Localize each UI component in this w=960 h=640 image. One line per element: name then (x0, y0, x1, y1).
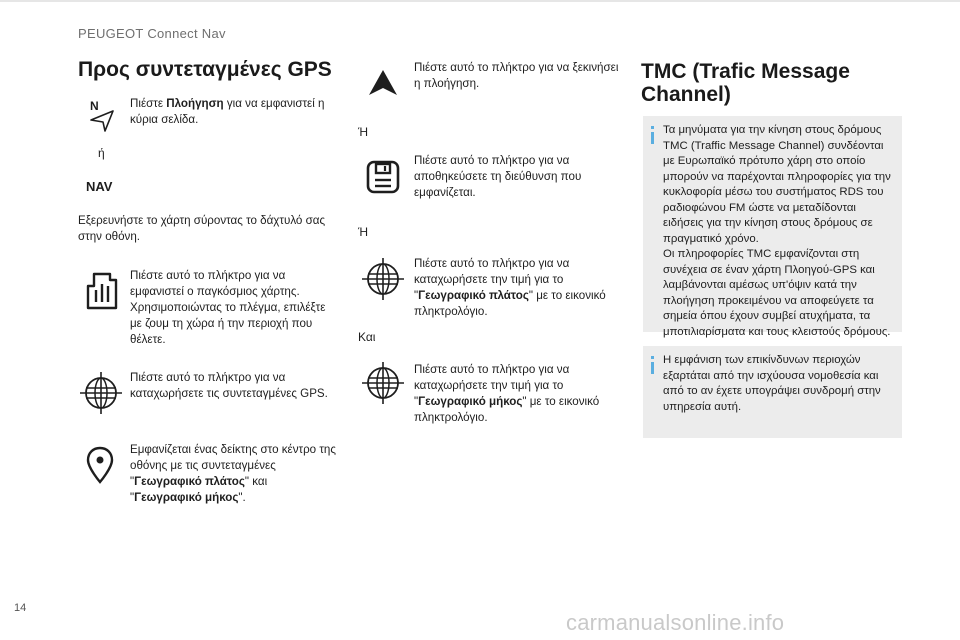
longitude-globe-icon[interactable] (362, 362, 404, 404)
longitude-entry-text: Πιέστε αυτό το πλήκτρο για να καταχωρήσετε την τιμή για το "Γεωγραφικό μήκος" με το εικονικό πληκτρολόγιο. (414, 363, 600, 424)
location-marker-icon (86, 446, 114, 484)
or-separator-2: Ή (358, 225, 369, 239)
danger-zones-info-box (643, 346, 902, 438)
tmc-section-title: TMC (Trafic Message Channel) (641, 60, 850, 106)
world-map-text-line1: Πιέστε αυτό το πλήκτρο για να εμφανιστεί ο παγκόσμιος χάρτης. (130, 269, 300, 298)
world-map-instructions (130, 268, 340, 348)
navigation-label: Πλοήγηση (166, 97, 224, 110)
gps-grid-globe-icon[interactable] (80, 372, 122, 414)
world-map-text-line2: Χρησιμοποιώντας το πλέγμα, επιλέξτε με ζουμ τη χώρα ή την περιοχή που θέλετε. (130, 301, 326, 346)
marker-displayed-text: Εμφανίζεται ένας δείκτης στο κέντρο της οθόνης με τις συντεταγμένες "Γεωγραφικό πλάτος" και "Γεωγραφικό μήκος". (130, 443, 336, 504)
tmc-info-box (643, 116, 902, 338)
longitude-label: Γεωγραφικό μήκος (134, 491, 239, 504)
page-number: 14 (14, 602, 27, 614)
world-map-icon[interactable] (84, 270, 120, 312)
danger-zones-text: Η εμφάνιση των επικίνδυνων περιοχών εξαρτάται από την ισχύουσα νομοθεσία και από το αν έχετε υπογράψει συνδρομή στην υπηρεσία αυτή. (663, 354, 881, 413)
and-separator: Και (358, 330, 376, 344)
gps-section-title: Προς συντεταγμένες GPS (78, 58, 332, 81)
tmc-info-text (663, 123, 892, 340)
nav-key-label[interactable]: NAV (86, 179, 113, 194)
manual-brand-header: PEUGEOT Connect Nav (78, 26, 226, 41)
navigation-compass-icon[interactable] (86, 98, 118, 134)
or-separator-1: Ή (358, 125, 369, 139)
tmc-info-paragraph-2: Οι πληροφορίες TMC εμφανίζονται στη συνέχεια σε έναν χάρτη Πλοηγού-GPS και λαμβάνονται αμέσως υπ'όψιν κατά την πλοήγηση προκειμένου να αποφεύγετε τα σημεία όπου έχουν συμβεί ατυχήματα, τα μποτιλιαρίσματα και τους κλειστούς δρόμους. (663, 248, 891, 338)
info-icon-bar (651, 132, 654, 144)
start-navigation-icon[interactable] (366, 68, 400, 98)
or-separator: ή (98, 146, 105, 160)
start-navigation-text: Πιέστε αυτό το πλήκτρο για να ξεκινήσει η πλοήγηση. (414, 61, 619, 90)
longitude-label-2: Γεωγραφικό μήκος (418, 395, 523, 408)
info-icon-bar-2 (651, 362, 654, 374)
info-icon-dot-2 (651, 356, 654, 359)
press-navigation-text: Πιέστε Πλοήγηση για να εμφανιστεί η κύρια σελίδα. (130, 97, 325, 126)
latitude-label: Γεωγραφικό πλάτος (134, 475, 245, 488)
tmc-info-paragraph-1: Τα μηνύματα για την κίνηση στους δρόμους TMC (Traffic Message Channel) συνδέονται με Ευρωπαϊκό πρότυπο χάρη στο οποίο μπορούν να παρέχονται πληροφορίες για την κυκλοφορία μέσω του συστήματος RDS του ραδιοφώνου FM ώστε να μεταδίδονται ειδήσεις για την κίνηση στους δρόμους σε πραγματικό χρόνο. (663, 124, 891, 245)
info-icon-dot (651, 126, 654, 129)
svg-text:N: N (90, 99, 99, 113)
latitude-entry-text: Πιέστε αυτό το πλήκτρο για να καταχωρήσετε την τιμή για το "Γεωγραφικό πλάτος" με το εικονικό πληκτρολόγιο. (414, 257, 606, 318)
save-address-icon[interactable] (366, 160, 400, 194)
top-rule (0, 0, 960, 2)
enter-gps-coordinates-text: Πιέστε αυτό το πλήκτρο για να καταχωρήσετε τις συντεταγμένες GPS. (130, 371, 328, 400)
watermark: carmanualsonline.info (566, 610, 785, 635)
explore-map-text: Εξερευνήστε το χάρτη σύροντας το δάχτυλό σας στην οθόνη. (78, 214, 326, 243)
latitude-label-2: Γεωγραφικό πλάτος (418, 289, 529, 302)
save-address-text: Πιέστε αυτό το πλήκτρο για να αποθηκεύσετε τη διεύθυνση που εμφανίζεται. (414, 154, 582, 199)
latitude-globe-icon[interactable] (362, 258, 404, 300)
